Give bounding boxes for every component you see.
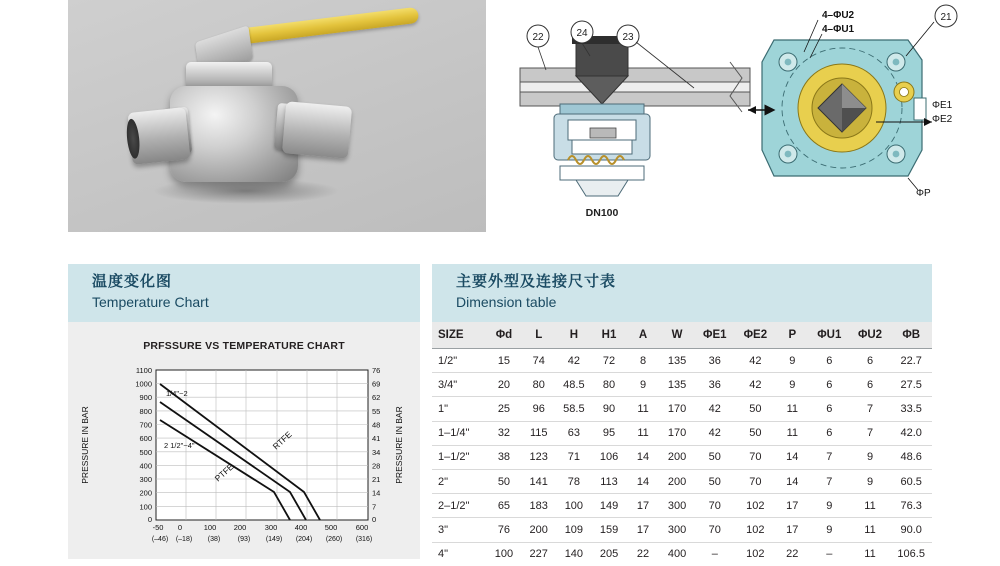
dimension-table-panel: [432, 322, 932, 566]
table-row: [432, 445, 932, 469]
col-header-phie2: ΦE2: [735, 322, 776, 349]
cell-h: 78: [556, 469, 592, 493]
cell-size: 3/4": [432, 373, 487, 397]
col-header-phid: Φd: [487, 322, 522, 349]
ball-valve-illustration: [124, 10, 424, 222]
col-header-phie1: ΦE1: [694, 322, 735, 349]
cell-size: 3": [432, 518, 487, 542]
svg-text:ΦE2: ΦE2: [932, 114, 953, 125]
table-row: [432, 349, 932, 373]
cell-a: 17: [626, 518, 659, 542]
temperature-chart-panel: [68, 322, 420, 559]
cell-h: 48.5: [556, 373, 592, 397]
cell-phiu2: 11: [864, 548, 876, 561]
svg-text:1000: 1000: [135, 379, 152, 389]
cell-phib: 90.0: [890, 518, 932, 542]
svg-text:28: 28: [372, 461, 381, 471]
cell-w: 135: [660, 349, 695, 373]
cell-phie1: 36: [694, 349, 735, 373]
col-header-phiu1: ΦU1: [809, 322, 850, 349]
svg-text:4–ΦU2: 4–ΦU2: [822, 10, 855, 21]
svg-text:62: 62: [372, 393, 381, 403]
cell-w: 170: [660, 397, 695, 421]
cell-phiu1: 6: [809, 373, 850, 397]
cell-h: 58.5: [556, 397, 592, 421]
table-row: [432, 518, 932, 542]
table-row: [432, 469, 932, 493]
cell-phib: 27.5: [890, 373, 932, 397]
cell-w: 135: [660, 373, 695, 397]
svg-text:100: 100: [139, 502, 152, 512]
cell-phie1: 50: [694, 469, 735, 493]
svg-text:PRESSURE IN BAR: PRESSURE IN BAR: [80, 406, 90, 484]
chart-title: PRFSSURE VS TEMPERATURE CHART: [143, 340, 345, 352]
cell-l: 115: [521, 421, 556, 445]
cell-p: 11: [776, 397, 809, 421]
cell-a: 11: [626, 421, 659, 445]
cell-h: 42: [556, 349, 592, 373]
cell-a: 9: [626, 373, 659, 397]
cell-h: 63: [556, 421, 592, 445]
cell-phie1: 70: [694, 494, 735, 518]
svg-text:ΦE1: ΦE1: [932, 100, 953, 111]
col-header-h: H: [556, 322, 592, 349]
cell-phib: 22.7: [890, 349, 932, 373]
svg-text:34: 34: [372, 447, 381, 457]
svg-text:(38): (38): [207, 536, 221, 543]
cell-phiu1: 9: [809, 494, 850, 518]
cell-phiu2: 9: [850, 445, 891, 469]
technical-drawing-svg: [498, 0, 988, 232]
col-header-phib: ΦB: [890, 322, 932, 349]
svg-text:55: 55: [372, 406, 381, 416]
product-photo-panel: [68, 0, 486, 232]
svg-text:(–18): (–18): [175, 536, 193, 543]
svg-text:500: 500: [324, 523, 338, 532]
svg-text:200: 200: [139, 488, 152, 498]
cell-phie2: 70: [735, 469, 776, 493]
cell-phiu1: 7: [809, 445, 850, 469]
cell-phid: 100: [494, 548, 514, 561]
cell-p: 14: [776, 469, 809, 493]
svg-text:900: 900: [139, 393, 152, 403]
cell-phie2: 102: [746, 548, 765, 561]
svg-text:400: 400: [139, 461, 152, 471]
table-header-row: [432, 322, 932, 349]
cell-phid: 20: [487, 373, 522, 397]
cell-phie1: –: [711, 548, 718, 561]
cell-phib: 48.6: [890, 445, 932, 469]
dimension-table: [432, 322, 932, 566]
valve-handle: [234, 7, 420, 45]
cell-phid: 25: [487, 397, 522, 421]
table-row: [432, 373, 932, 397]
cell-phiu1: 6: [809, 397, 850, 421]
cell-phid: 38: [487, 445, 522, 469]
cell-phie2: 42: [735, 373, 776, 397]
cell-l: 123: [521, 445, 556, 469]
cell-phib: 60.5: [890, 469, 932, 493]
cell-w: 400: [667, 548, 687, 561]
table-row: [432, 421, 932, 445]
svg-text:41: 41: [372, 434, 381, 444]
svg-text:PRESSURE IN BAR: PRESSURE IN BAR: [394, 406, 404, 484]
cell-h1: 205: [599, 548, 619, 561]
svg-text:(149): (149): [265, 536, 283, 543]
cell-size: 4": [438, 548, 449, 561]
col-header-phiu2: ΦU2: [850, 322, 891, 349]
section-header-temperature-chart: [68, 264, 420, 322]
cell-l: 141: [521, 469, 556, 493]
cell-phib: 33.5: [890, 397, 932, 421]
svg-text:48: 48: [372, 420, 381, 430]
svg-text:21: 21: [372, 475, 381, 484]
section-title-en: Temperature Chart: [92, 294, 209, 310]
cell-phie1: 70: [694, 518, 735, 542]
svg-text:2 1/2"~4": 2 1/2"~4": [164, 441, 195, 450]
svg-text:7: 7: [372, 502, 377, 512]
svg-text:0: 0: [177, 523, 183, 532]
cell-a: 22: [636, 548, 650, 561]
svg-text:(–46): (–46): [151, 536, 169, 543]
cell-l: 183: [521, 494, 556, 518]
col-header-size: SIZE: [432, 322, 487, 349]
cell-phid: 50: [487, 469, 522, 493]
svg-text:24: 24: [576, 28, 588, 39]
svg-text:(93): (93): [237, 536, 251, 543]
cell-w: 170: [660, 421, 695, 445]
svg-text:76: 76: [372, 366, 381, 375]
cell-h: 100: [556, 494, 592, 518]
col-header-p: P: [776, 322, 809, 349]
cell-h1: 106: [592, 445, 627, 469]
cell-h1: 149: [592, 494, 627, 518]
cell-l: 74: [521, 349, 556, 373]
col-header-w: W: [660, 322, 695, 349]
cell-size: 1–1/4": [432, 421, 487, 445]
cell-h1: 90: [592, 397, 627, 421]
cell-w: 200: [660, 469, 695, 493]
table-row: [432, 542, 932, 566]
svg-text:600: 600: [139, 434, 152, 444]
svg-text:1/4"~2: 1/4"~2: [166, 389, 188, 398]
cell-a: 14: [626, 445, 659, 469]
cell-phie2: 42: [735, 349, 776, 373]
cell-l: 80: [521, 373, 556, 397]
svg-text:-50: -50: [152, 523, 164, 532]
cell-w: 300: [660, 494, 695, 518]
cell-p: 17: [776, 518, 809, 542]
svg-text:ΦP: ΦP: [916, 188, 931, 199]
cell-phie1: 42: [694, 421, 735, 445]
section-title-cn: 主要外型及连接尺寸表: [456, 273, 617, 290]
cell-phiu2: 11: [850, 518, 891, 542]
cell-phie2: 70: [735, 445, 776, 469]
cell-a: 8: [626, 349, 659, 373]
svg-text:600: 600: [355, 523, 369, 532]
svg-text:DN100: DN100: [585, 207, 619, 219]
cell-h: 71: [556, 445, 592, 469]
section-title-en: Dimension table: [456, 294, 557, 310]
svg-text:(260): (260): [325, 536, 343, 543]
cell-phie2: 50: [735, 421, 776, 445]
cell-a: 17: [626, 494, 659, 518]
valve-port-left: [127, 107, 190, 165]
table-row: [432, 494, 932, 518]
valve-port-right: [282, 101, 352, 159]
cell-size: 1": [432, 397, 487, 421]
svg-text:4–ΦU1: 4–ΦU1: [822, 24, 855, 35]
svg-text:200: 200: [233, 523, 247, 532]
cell-phie2: 102: [735, 494, 776, 518]
cell-h1: 113: [592, 469, 627, 493]
cell-phiu2: 6: [850, 349, 891, 373]
cell-p: 14: [776, 445, 809, 469]
cell-h1: 72: [592, 349, 627, 373]
svg-text:800: 800: [139, 406, 152, 416]
cell-size: 2–1/2": [432, 494, 487, 518]
cell-phiu2: 9: [850, 469, 891, 493]
cell-phib: 42.0: [890, 421, 932, 445]
col-header-l: L: [521, 322, 556, 349]
section-headers-row: [0, 264, 1000, 322]
svg-text:100: 100: [203, 523, 217, 532]
cell-p: 11: [776, 421, 809, 445]
cell-h: 140: [564, 548, 584, 561]
cell-phib: 106.5: [897, 548, 925, 561]
cell-phiu2: 7: [850, 397, 891, 421]
cell-phie2: 50: [735, 397, 776, 421]
svg-text:500: 500: [139, 447, 152, 457]
technical-drawing-panel: [498, 0, 988, 232]
cell-phid: 65: [487, 494, 522, 518]
col-header-h1: H1: [592, 322, 627, 349]
cell-phie1: 50: [694, 445, 735, 469]
svg-text:69: 69: [372, 379, 381, 389]
cell-h1: 95: [592, 421, 627, 445]
cell-phiu1: 9: [809, 518, 850, 542]
svg-text:700: 700: [139, 420, 152, 430]
svg-text:23: 23: [622, 32, 634, 43]
section-title-cn: 温度变化图: [92, 273, 173, 290]
cell-phie1: 42: [694, 397, 735, 421]
svg-text:400: 400: [294, 523, 308, 532]
cell-phie1: 36: [694, 373, 735, 397]
cell-phiu1: 7: [809, 469, 850, 493]
svg-text:14: 14: [372, 488, 381, 498]
svg-text:0: 0: [372, 515, 377, 524]
cell-phiu2: 11: [850, 494, 891, 518]
cell-phiu2: 7: [850, 421, 891, 445]
table-header: [432, 322, 932, 349]
cell-phiu2: 6: [850, 373, 891, 397]
cell-phib: 76.3: [890, 494, 932, 518]
cell-l: 200: [521, 518, 556, 542]
cell-phiu1: –: [826, 548, 833, 561]
cell-h: 109: [556, 518, 592, 542]
svg-text:300: 300: [264, 523, 278, 532]
cell-phid: 76: [487, 518, 522, 542]
cell-phie2: 102: [735, 518, 776, 542]
cell-a: 11: [626, 397, 659, 421]
svg-text:0: 0: [147, 515, 152, 524]
svg-text:300: 300: [139, 475, 152, 484]
cell-p: 17: [776, 494, 809, 518]
svg-text:RTFE: RTFE: [270, 429, 294, 452]
cell-w: 200: [660, 445, 695, 469]
cell-p: 22: [786, 548, 799, 561]
col-header-a: A: [626, 322, 659, 349]
svg-text:(316): (316): [355, 536, 373, 543]
cell-phiu1: 6: [809, 421, 850, 445]
pressure-temperature-chart: [68, 352, 420, 552]
cell-h1: 80: [592, 373, 627, 397]
svg-text:1100: 1100: [135, 366, 152, 375]
cell-p: 9: [776, 349, 809, 373]
cell-size: 1–1/2": [432, 445, 487, 469]
cell-l: 96: [521, 397, 556, 421]
table-body: [432, 349, 932, 566]
cell-phid: 15: [487, 349, 522, 373]
svg-text:21: 21: [940, 12, 952, 23]
cell-a: 14: [626, 469, 659, 493]
svg-text:PTFE: PTFE: [212, 461, 236, 484]
top-illustration-row: [0, 0, 1000, 232]
cell-w: 300: [660, 518, 695, 542]
table-row: [432, 397, 932, 421]
section-header-dimension-table: [432, 264, 932, 322]
cell-size: 2": [432, 469, 487, 493]
cell-phiu1: 6: [809, 349, 850, 373]
cell-p: 9: [776, 373, 809, 397]
svg-text:(204): (204): [295, 536, 313, 543]
cell-size: 1/2": [432, 349, 487, 373]
svg-text:22: 22: [532, 32, 544, 43]
cell-h1: 159: [592, 518, 627, 542]
cell-phid: 32: [487, 421, 522, 445]
cell-l: 227: [529, 548, 548, 561]
